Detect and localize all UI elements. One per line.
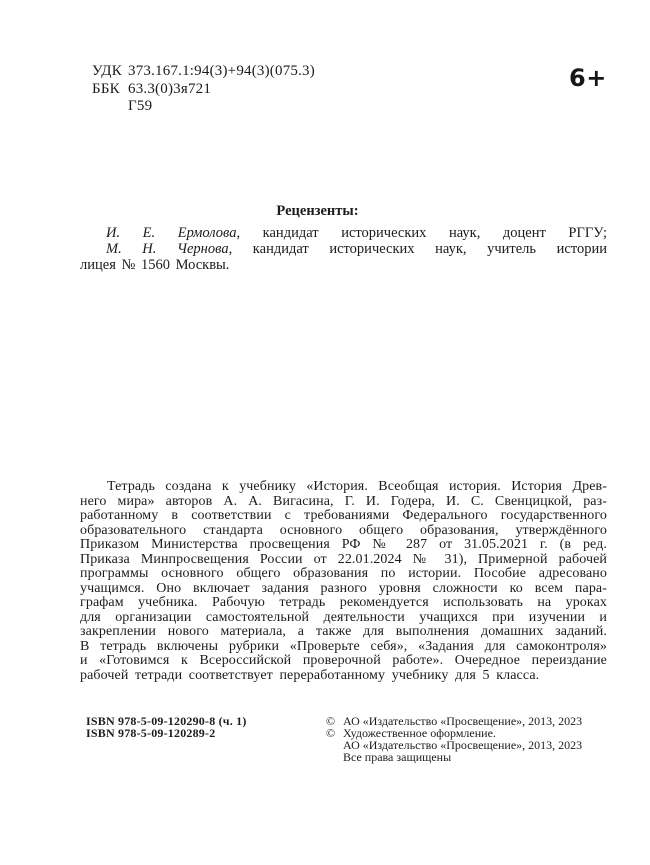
author-cipher: Г59 — [128, 98, 153, 114]
udk-value: 373.167.1:94(3)+94(3)(075.3) — [128, 63, 315, 79]
annotation-line: и «Готовимся к Всероссийской проверочной работе». Очередное переиздание — [80, 653, 607, 668]
copyright-symbol: © — [326, 725, 336, 740]
author-cipher-spacer — [92, 98, 128, 116]
author-cipher-line — [92, 98, 315, 116]
reviewer-name-2: М. Н. Чернова — [106, 240, 229, 257]
annotation-line: закреплении нового материала, а также для выполнения домашних заданий. — [80, 624, 607, 639]
annotation-line: образовательного стандарта основного общего образования, утверждённого — [80, 522, 607, 538]
age-rating-badge: 6+ — [569, 64, 607, 92]
reviewer-line-2 — [80, 242, 607, 258]
classification-block — [92, 63, 315, 116]
reviewers-heading: Рецензенты: — [276, 203, 359, 219]
udk-label: УДК — [92, 63, 122, 79]
udk-line — [92, 63, 315, 81]
reviewer-credentials-2: , кандидат исторических наук, учитель истории — [228, 240, 607, 257]
copyright-line-4 — [326, 749, 626, 764]
copyright-symbol — [326, 740, 343, 752]
annotation-line: программы основного общего образования по истории. Пособие адресовано — [80, 566, 607, 581]
reviewer-name-1: И. Е. Ермолова — [106, 224, 237, 241]
bbk-value: 63.3(0)3я721 — [128, 80, 212, 97]
annotation-line: рабочей тетради соответствует переработанному учебнику для 5 класса. — [80, 667, 540, 683]
annotation-line: работанному в соответствии с требованиями Федерального государственного — [80, 508, 607, 523]
copyright-text: АО «Издательство «Просвещение», 2013, 2023 — [343, 714, 583, 728]
annotation-line: Тетрадь создана к учебнику «История. Всеобщая история. История Древ- — [107, 479, 607, 494]
annotation-paragraph — [80, 480, 607, 683]
annotation-line: графам учебника. Рабочую тетрадь рекомендуется использовать на уроках — [80, 595, 607, 610]
reviewers-block — [80, 204, 607, 274]
reviewer-credentials-1: , кандидат исторических наук, доцент РГГУ; — [236, 224, 607, 241]
reviewer-line-1 — [80, 226, 607, 242]
isbn-block — [86, 716, 247, 740]
bbk-line — [92, 81, 315, 99]
annotation-line: В тетрадь включены рубрики «Проверьте себя», «Задания для самоконтроля» — [80, 638, 607, 654]
copyright-symbol: © — [326, 714, 336, 728]
copyright-symbol — [326, 752, 343, 764]
copyright-text: Все права защищены — [343, 749, 452, 764]
bbk-label: ББК — [92, 80, 120, 97]
annotation-line: Приказа Минпросвещения России от 22.01.2024 № 31), Примерной рабочей — [80, 551, 607, 567]
annotation-line: для организации самостоятельной деятельности учащихся при изучении и — [80, 609, 607, 625]
annotation-line: Приказом Министерства просвещения РФ № 287 от 31.05.2021 г. (в ред. — [80, 537, 607, 552]
copyright-text: АО «Издательство «Просвещение», 2013, 2023 — [343, 737, 583, 752]
annotation-line: него мира» авторов А. А. Вигасина, Г. И. Годера, И. С. Свенцицкой, раз- — [80, 493, 607, 509]
copyright-text: Художественное оформление. — [343, 725, 496, 740]
isbn-line-2: ISBN 978-5-09-120289-2 — [86, 725, 216, 740]
annotation-line: учащимся. Оно включает задания разного уровня сложности ко всем пара- — [80, 580, 607, 596]
isbn-line-1: ISBN 978-5-09-120290-8 (ч. 1) — [86, 714, 247, 728]
reviewer-line-3: лицея № 1560 Москвы. — [80, 256, 230, 273]
copyright-block — [326, 716, 626, 764]
